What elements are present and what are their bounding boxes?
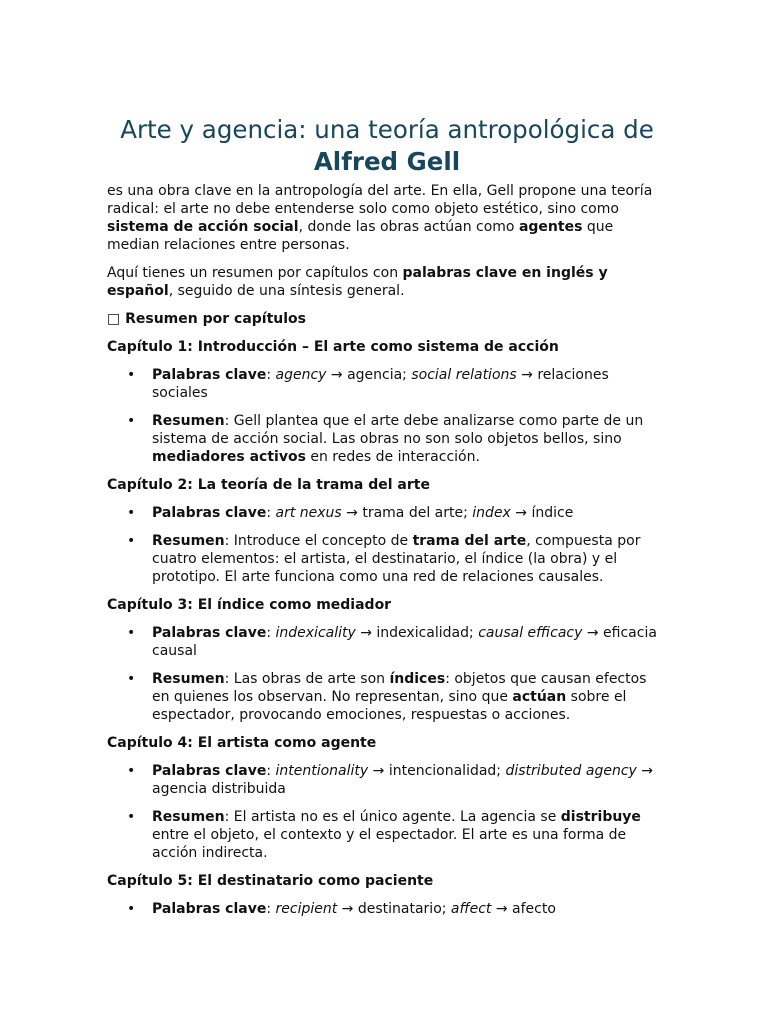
chapter-heading: Capítulo 1: Introducción – El arte como sistema de acción [107,339,559,355]
summary-bold: trama del arte [412,533,527,549]
intro-bold: sistema de acción social [107,219,299,235]
document-title [107,114,667,178]
summary-bold: mediadores activos [152,449,306,465]
english-term: agency [275,367,327,383]
english-term: index [472,505,511,521]
keywords-label: Palabras clave [152,763,267,779]
list-item: • Resumen: Las obras de arte son índices: objetos que causan efectos en quienes los observan. No representan, sino que actúan sobre el espectador, provocando emociones, respuestas o acciones. [107,670,667,724]
english-term: art nexus [275,505,342,521]
summary-heading-text: Resumen por capítulos [125,311,307,327]
summary-label: Resumen [152,671,225,687]
chapter-heading: Capítulo 3: El índice como mediador [107,597,392,613]
intro-text: , donde las obras actúan como [298,219,519,235]
list-item: • Palabras clave: recipient → destinatario; affect → afecto [107,900,667,918]
title-line-1: Arte y agencia: una teoría antropológica de [120,115,654,144]
list-item: • Palabras clave: agency → agencia; social relations → relaciones sociales [107,366,667,402]
keywords-label: Palabras clave [152,367,267,383]
english-term: distributed agency [505,763,637,779]
intro-text: es una obra clave en la antropología del arte. En ella, Gell propone una teoría radical: el arte no debe entenderse solo como objeto estético, sino como [107,183,653,217]
english-term: indexicality [275,625,356,641]
intro-paragraph-2 [107,264,667,300]
list-item: • Palabras clave: intentionality → intencionalidad; distributed agency → agencia distribuida [107,762,667,798]
intro-text: , seguido de una síntesis general. [168,283,405,299]
list-item: • Resumen: Gell plantea que el arte debe analizarse como parte de un sistema de acción social. Las obras no son solo objetos bellos, sino mediadores activos en redes de interacción. [107,412,667,466]
summary-bold: actúan [512,689,567,705]
chapter-heading: Capítulo 2: La teoría de la trama del arte [107,477,430,493]
english-term: causal efficacy [478,625,583,641]
chapter-list [107,624,667,724]
summary-heading [107,310,667,328]
document-body [107,114,667,928]
english-term: affect [450,901,492,917]
summary-label: Resumen [152,533,225,549]
chapter-list [107,900,667,918]
summary-bold: índices [389,671,446,687]
intro-paragraph [107,182,667,254]
placeholder-glyph-icon: □ [107,311,121,327]
chapter-list [107,366,667,466]
intro-text: que median relaciones entre personas. [107,219,614,253]
english-term: social relations [411,367,517,383]
intro-bold: palabras clave en inglés y español [107,265,608,299]
list-item: • Resumen: Introduce el concepto de trama del arte, compuesta por cuatro elementos: el artista, el destinatario, el índice (la obra) y el prototipo. El arte funciona como una red de relaciones causales. [107,532,667,586]
keywords-label: Palabras clave [152,505,267,521]
english-term: intentionality [275,763,369,779]
keywords-label: Palabras clave [152,901,267,917]
chapter-list [107,504,667,586]
intro-bold: agentes [518,219,583,235]
chapter-list [107,762,667,862]
list-item: • Palabras clave: art nexus → trama del arte; index → índice [107,504,667,522]
english-term: recipient [275,901,338,917]
summary-label: Resumen [152,809,225,825]
list-item: • Resumen: El artista no es el único agente. La agencia se distribuye entre el objeto, el contexto y el espectador. El arte es una forma de acción indirecta. [107,808,667,862]
summary-label: Resumen [152,413,225,429]
intro-text: Aquí tienes un resumen por capítulos con [107,265,403,281]
chapter-heading: Capítulo 4: El artista como agente [107,735,377,751]
chapter-heading: Capítulo 5: El destinatario como paciente [107,873,434,889]
keywords-label: Palabras clave [152,625,267,641]
summary-bold: distribuye [560,809,641,825]
list-item: • Palabras clave: indexicality → indexicalidad; causal efficacy → eficacia causal [107,624,667,660]
title-line-2: Alfred Gell [313,147,461,176]
